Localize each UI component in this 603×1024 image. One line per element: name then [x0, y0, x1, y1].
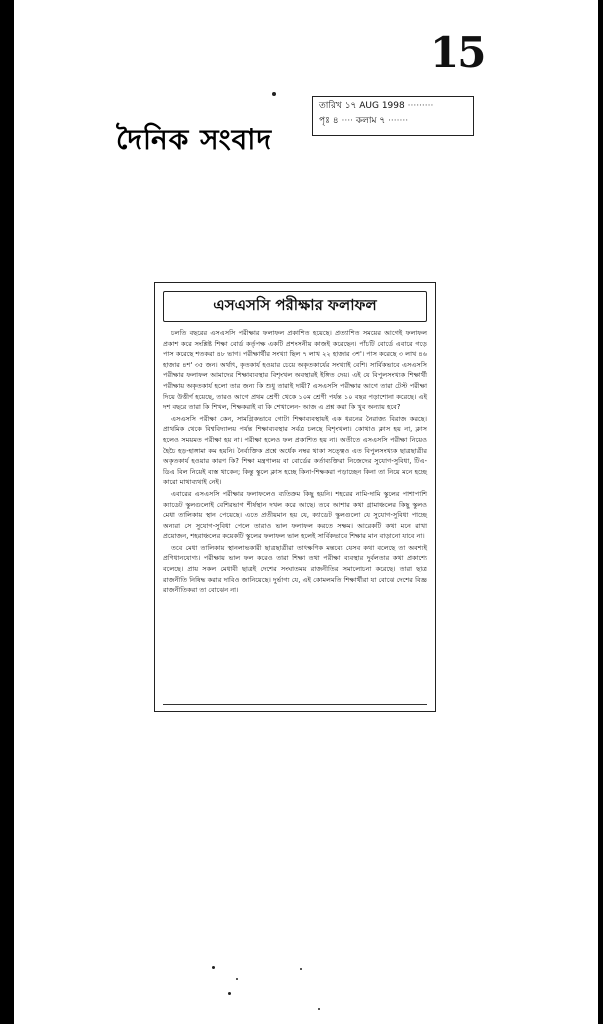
stamp-date-label: তারিখ [319, 101, 342, 111]
page-number: 15 [430, 28, 485, 77]
article-body [163, 328, 427, 596]
scan-speck [300, 968, 302, 970]
clipping-bottom-rule [163, 704, 427, 705]
scan-speck [318, 1008, 320, 1010]
article-headline: এসএসসি পরীক্ষার ফলাফল [163, 291, 427, 322]
stamp-column-value: ৭ [379, 116, 386, 126]
stamp-column-label: কলাম [355, 116, 377, 126]
stamp-page-value: ৪ [332, 116, 339, 126]
stamp-date-row: তারিখ ১৭ AUG 1998 ········· [319, 101, 434, 111]
scan-speck [236, 978, 238, 980]
stamp-page-label: পৃঃ [319, 116, 330, 126]
scan-border-left [0, 0, 14, 1024]
newspaper-masthead: দৈনিক সংবাদ [116, 123, 273, 156]
article-paragraph: এসএসসি পরীক্ষা কেন, সামগ্রিকভাবে গোটা শিক্ষাব্যবস্থায়ই এক ধরনের নৈরাজ্য বিরাজ করছে। প্রাথমিক থেকে বিশ্ববিদ্যালয় পর্যন্ত শিক্ষাব্যবস্থার সর্বত্র চলছে বিশৃংখলা। কোথাও ক্লাস হয় না, ক্লাস হলেও সময়মত পরীক্ষা হয় না। পরীক্ষা হলেও ফল প্রকাশিত হয় না। অতীতে এসএসসি পরীক্ষা নিয়েও হৈচৈ হড়-হাঙ্গামা কম হয়নি। নৈর্ব্যক্তিক প্রশ্নে অর্ধেক নম্বর থাকা সত্ত্বেও এত বিপুলসংখ্যক ছাত্রছাত্রীর অকৃতকার্য হওয়ার কারণ কি? শিক্ষা মন্ত্রণালয় বা বোর্ডের কর্তাব্যক্তিরা নিজেদের সুযোগ-সুবিধা, টিএ-ডিএ বিল নিয়েই ব্যস্ত থাকেন; কিন্তু স্কুলে ক্লাস হচ্ছে কিনা-শিক্ষকরা পড়াচ্ছেন কিনা তা নিয়ে মনে হচ্ছে কারো মাথাব্যথাই নেই। [163, 414, 427, 487]
newspaper-clipping [154, 282, 436, 712]
scan-speck [272, 92, 276, 96]
date-stamp [312, 96, 474, 136]
article-paragraph: তবে মেধা তালিকায় স্থানলাভকারী ছাত্রছাত্রীরা তাৎক্ষণিক মন্তব্যে যেসব কথা বলেছে তা অবশ্যই প্রণিধানযোগ্য। পরীক্ষায় ভাল ফল করেও তারা শিক্ষা তথা পরীক্ষা ব্যবস্থার দুর্বলতার কথা প্রকাশ্যে বলেছে। প্রায় সকল মেধাবী ছাত্রই দেশের সংঘাতময় রাজনীতির সমালোচনা করেছে। তারা ছাত্র রাজনীতি নিষিদ্ধ করার দাবিও জানিয়েছে। দুর্ভাগ্য যে, এই কোমলমতি শিক্ষার্থীরা যা বোঝে দেশের বিজ্ঞ রাজনীতিকরা তা বোঝেন না। [163, 543, 427, 595]
article-paragraph: চলতি বছরের এসএসসি পরীক্ষার ফলাফল প্রকাশিত হয়েছে। প্রত্যাশিত সময়ের আগেই ফলাফল প্রকাশ করে সংশ্লিষ্ট শিক্ষা বোর্ড কর্তৃপক্ষ একটি প্রশংসনীয় কাজই করেছেন। পাঁচটি বোর্ডে এবারে গড়ে পাস করেছে শতকরা ৪৮ ভাগ। পরীক্ষার্থীর সংখ্যা ছিল ৭ লাখ ২২ হাজার ৩শ'। পাস করেছে ৩ লাখ ৪৬ হাজার ৪শ' ৩৫ জন। অর্থাৎ, কৃতকার্য হওয়ার চেয়ে অকৃতকার্যের সংখ্যাই বেশি। সার্বিকভাবে এসএসসি পরীক্ষার ফলাফল আমাদের শিক্ষাব্যবস্থার বিশৃংখল অবস্থারই ইঙ্গিত দেয়। এই যে বিপুলসংখ্যক শিক্ষার্থী পরীক্ষায় অকৃতকার্য হলো তার জন্য কি শুধু তারাই দায়ী? এসএসসি পরীক্ষার আগে তারা টেস্ট পরীক্ষা দিয়ে উত্তীর্ণ হয়েছে, তারও আগে প্রথম শ্রেণী থেকে ১০ম শ্রেণী পর্যন্ত ১০ বছর পড়াশোনা করেছে। এই দশ বছরে তারা কি শিখল, শিক্ষকরাই বা কি শেখালেন- আজ এ প্রশ্ন করা কি খুব অন্যায় হবে? [163, 329, 427, 412]
scan-speck [228, 992, 231, 995]
article-paragraph: এবারের এসএসসি পরীক্ষার ফলাফলেও ব্যতিক্রম কিছু হয়নি। শহরের নামি-দামি স্কুলের পাশাপাশি ক্যাডেট স্কুলগুলোই বেশিরভাগ শীর্ষস্থান দখল করে আছে। তবে আশার কথা গ্রামাঞ্চলের কিছু স্কুলও মেধা তালিকায় স্থান পেয়েছে। এতে প্রতীয়মান হয় যে, ক্যাডেট স্কুলগুলো যে সুযোগ-সুবিধা পাচ্ছে অন্যরা সে সুযোগ-সুবিধা পেলে তারাও ভাল ফলাফল করতে সক্ষম। আরেকটি কথা মনে রাখা প্রয়োজন, শহরাঞ্চলের কয়েকটি স্কুলের ফলাফল ভাল হলেই সার্বিকভাবে শিক্ষার মান বাড়ানো যাবে না। [163, 489, 427, 541]
stamp-page-row: পৃঃ ৪ ···· কলাম ৭ ······· [319, 116, 409, 126]
stamp-date-value: ১৭ AUG 1998 [344, 101, 405, 111]
scan-border-right [598, 0, 603, 1024]
scan-speck [212, 966, 215, 969]
